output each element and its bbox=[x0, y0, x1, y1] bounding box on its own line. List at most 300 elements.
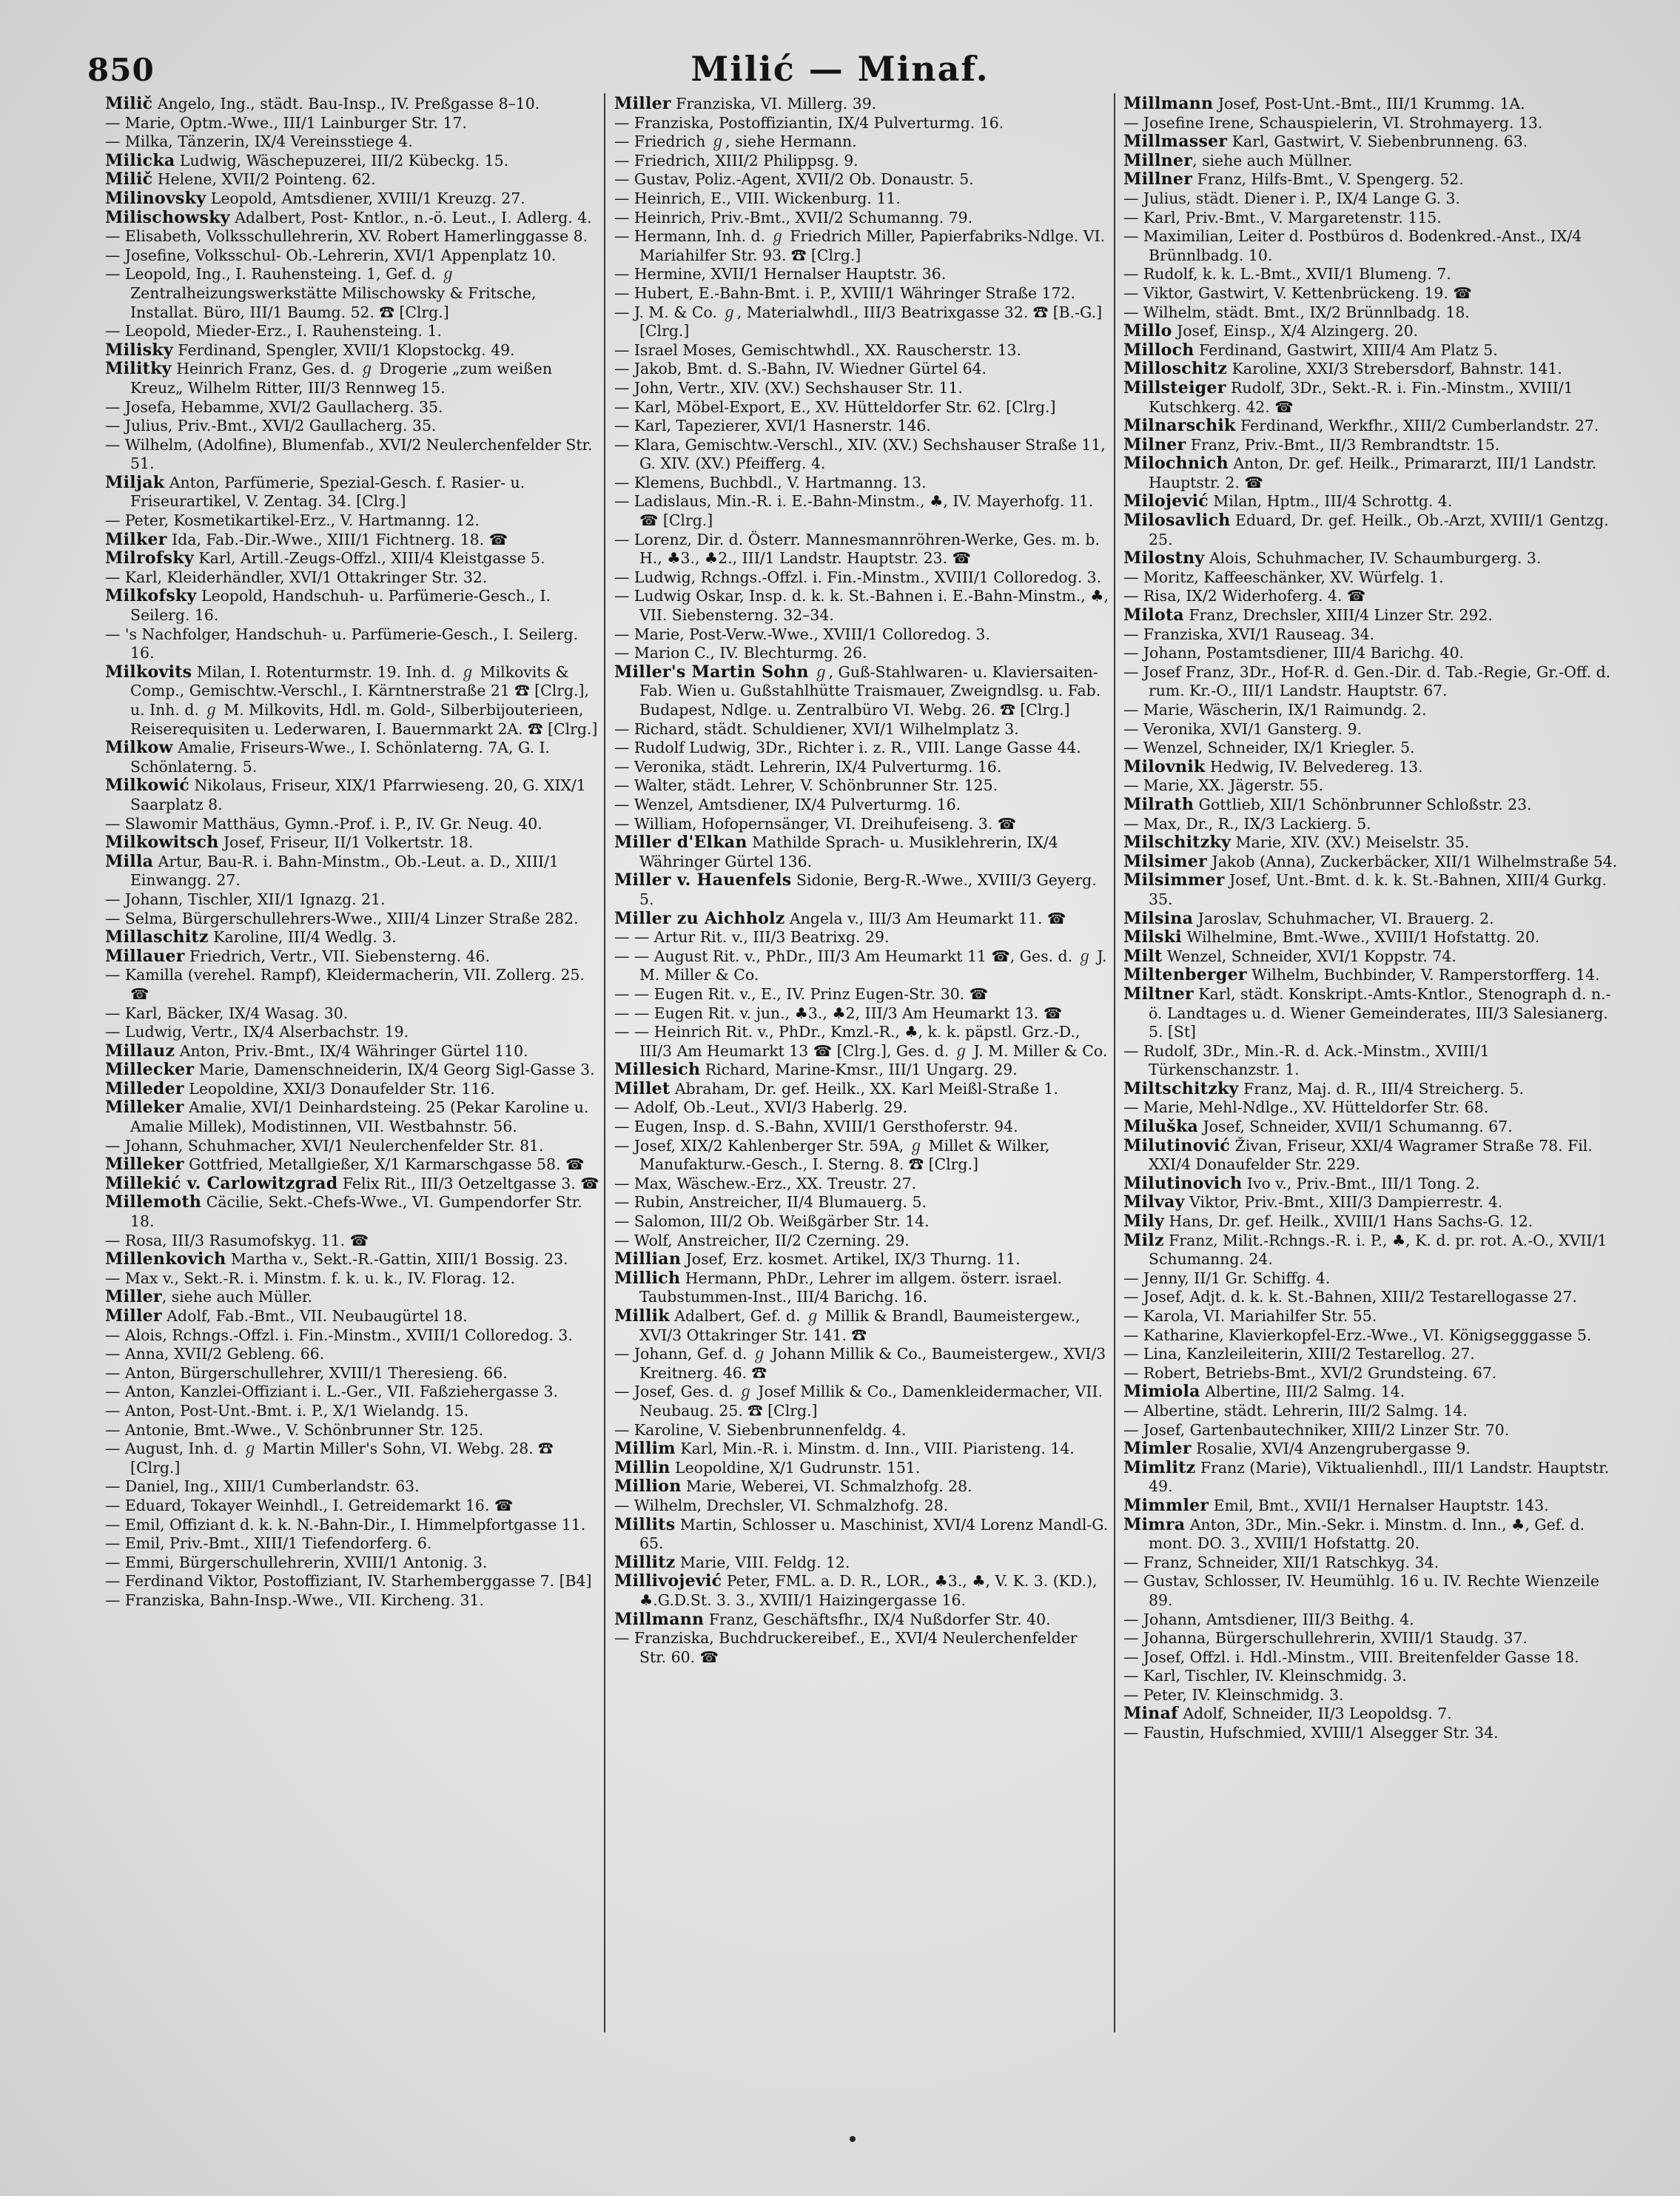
entry-text: — Elisabeth, Volksschullehrerin, XV. Robert Hamerlinggasse 8. bbox=[105, 227, 588, 246]
directory-entry bbox=[105, 170, 599, 189]
entry-surname: Milrath bbox=[1123, 794, 1195, 814]
directory-entry bbox=[105, 1004, 599, 1024]
entry-text: — Veronika, städt. Lehrerin, IX/4 Pulverturmg. 16. bbox=[614, 757, 1002, 776]
entry-surname: Milostny bbox=[1123, 548, 1205, 568]
entry-surname: Millecker bbox=[105, 1060, 195, 1080]
entry-text: Hermann, PhDr., Lehrer im allgem. österr. israel. Taubstummen-Inst., III/4 Barichg. 16. bbox=[639, 1269, 1063, 1306]
entry-text: — Moritz, Kaffeeschänker, XV. Würfelg. 1. bbox=[1123, 568, 1444, 586]
entry-surname: Milutinovich bbox=[1123, 1173, 1243, 1193]
entry-text: — Johann, Tischler, XII/1 Ignazg. 21. bbox=[105, 890, 386, 908]
directory-entry bbox=[614, 152, 1109, 171]
entry-text: Franziska, VI. Millerg. 39. bbox=[671, 95, 877, 113]
entry-surname: Millekić v. Carlowitzgrad bbox=[105, 1173, 338, 1193]
entry-text: Richard, Marine-Kmsr., III/1 Ungarg. 29. bbox=[700, 1061, 1018, 1079]
entry-text: — Josefine Irene, Schauspielerin, VI. Strohmayerg. 13. bbox=[1123, 113, 1543, 132]
directory-entry bbox=[614, 1383, 1109, 1420]
entry-text: Mathilde Sprach- u. Musiklehrerin, IX/4 Währinger Gürtel 136. bbox=[639, 833, 1058, 870]
entry-text: — Karl, Möbel-Export, E., XV. Hütteldorfer Str. 62. [Clrg.] bbox=[614, 397, 1056, 416]
entry-text: — Katharine, Klavierkopfel-Erz.-Wwe., VI. Königsegggasse 5. bbox=[1123, 1326, 1592, 1344]
entry-text: — Josefa, Hebamme, XVI/2 Gaullacherg. 35. bbox=[105, 397, 443, 416]
entry-text: — Robert, Betriebs-Bmt., XVI/2 Grundsteing. 67. bbox=[1123, 1363, 1497, 1382]
directory-entry bbox=[614, 1516, 1109, 1554]
directory-entry bbox=[1123, 776, 1618, 796]
entry-text: Josef, Einsp., X/4 Alzingerg. 20. bbox=[1172, 322, 1419, 340]
entry-text: — Josef, Adjt. d. k. k. St.-Bahnen, XIII/2 Testarellogasse 27. bbox=[1123, 1288, 1577, 1306]
entry-text: Sidonie, Berg-R.-Wwe., XVIII/3 Geyerg. 5. bbox=[639, 871, 1097, 908]
directory-entry bbox=[1123, 341, 1618, 360]
directory-entry bbox=[1123, 1212, 1618, 1232]
directory-entry bbox=[614, 947, 1109, 985]
directory-entry bbox=[614, 1611, 1109, 1630]
directory-column-2 bbox=[614, 95, 1109, 2167]
directory-entry bbox=[614, 417, 1109, 436]
entry-text: — Wolf, Anstreicher, II/2 Czerning. 29. bbox=[614, 1231, 910, 1249]
directory-entry bbox=[105, 152, 599, 171]
entry-text: Abraham, Dr. gef. Heilk., XX. Karl Meißl-Straße 1. bbox=[670, 1079, 1058, 1098]
entry-text: Ferdinand, Werkfhr., XIII/2 Cumberlandstr. 27. bbox=[1235, 417, 1599, 435]
entry-text: — Peter, IV. Kleinschmidg. 3. bbox=[1123, 1685, 1344, 1704]
directory-entry bbox=[1123, 1667, 1618, 1686]
directory-entry bbox=[614, 1572, 1109, 1610]
entry-text: — Ferdinand Viktor, Postoffiziant, IV. Starhemberggasse 7. [B4] bbox=[105, 1572, 592, 1591]
directory-entry bbox=[614, 644, 1109, 663]
entry-text: Anton, Dr. gef. Heilk., Primararzt, III/1 Landstr. Hauptstr. 2. ☎ bbox=[1149, 454, 1597, 491]
entry-text: Jakob (Anna), Zuckerbäcker, XII/1 Wilhelmstraße 54. bbox=[1207, 852, 1618, 870]
directory-entry bbox=[105, 398, 599, 417]
entry-text: — Klemens, Buchbdl., V. Hartmanng. 13. bbox=[614, 473, 927, 491]
directory-entry bbox=[614, 1345, 1109, 1383]
entry-text: Leopold, Handschuh- u. Parfümerie-Gesch., I. Seilerg. 16. bbox=[130, 587, 551, 625]
entry-text: — Josefine, Volksschul- Ob.-Lehrerin, XVI/1 Appenplatz 10. bbox=[105, 246, 557, 264]
directory-entry bbox=[1123, 1098, 1618, 1118]
entry-surname: Millsteiger bbox=[1123, 377, 1226, 397]
directory-entry bbox=[1123, 739, 1618, 758]
directory-entry bbox=[614, 436, 1109, 474]
entry-text: — Karl, Bäcker, IX/4 Wasag. 30. bbox=[105, 1004, 349, 1022]
entry-surname: Milla bbox=[105, 851, 154, 871]
directory-entry bbox=[105, 1175, 599, 1194]
entry-text: Angela v., III/3 Am Heumarkt 11. ☎ bbox=[784, 909, 1066, 927]
entry-text: Hans, Dr. gef. Heilk., XVIII/1 Hans Sachs-G. 12. bbox=[1164, 1212, 1533, 1231]
entry-surname: Miljak bbox=[105, 472, 165, 492]
directory-entry bbox=[105, 1232, 599, 1251]
entry-text: Josef, Post-Unt.-Bmt., III/1 Krummg. 1A. bbox=[1213, 95, 1525, 113]
entry-surname: Miluška bbox=[1123, 1117, 1199, 1137]
directory-entry bbox=[614, 1250, 1109, 1269]
directory-entry bbox=[614, 1137, 1109, 1175]
entry-text: Amalie, Friseurs-Wwe., I. Schönlaterng. 7A, G. I. Schönlaterng. 5. bbox=[130, 739, 551, 776]
directory-entry bbox=[105, 1497, 599, 1516]
entry-surname: Millaschitz bbox=[105, 927, 209, 947]
entry-surname: Milutinović bbox=[1123, 1135, 1231, 1155]
directory-entry bbox=[1123, 1364, 1618, 1383]
entry-text: Karl, städt. Konskript.-Amts-Kntlor., Stenograph d. n.-ö. Landtages u. d. Wiener Gemeinderates, III/3 Salesianerg. 5. [St] bbox=[1149, 984, 1611, 1041]
directory-entry bbox=[105, 189, 599, 209]
directory-entry bbox=[105, 417, 599, 436]
entry-text: Adalbert, Gef. d. ℊ Millik & Brandl, Baumeistergew., XVI/3 Ottakringer Str. 141. ☎ bbox=[639, 1307, 1081, 1344]
entry-text: Ivo v., Priv.-Bmt., III/1 Tong. 2. bbox=[1242, 1174, 1480, 1192]
entry-text: Gottlieb, XII/1 Schönbrunner Schloßstr. 23. bbox=[1194, 795, 1532, 813]
directory-entry bbox=[1123, 1175, 1618, 1194]
entry-text: — Karl, Kleiderhändler, XVI/1 Ottakringer Str. 32. bbox=[105, 568, 488, 586]
entry-text: — Ladislaus, Min.-R. i. E.-Bahn-Minstm., ♣, IV. Mayerhofg. 11. ☎ [Clrg.] bbox=[614, 492, 1094, 530]
entry-text: Adolf, Schneider, II/3 Leopoldsg. 7. bbox=[1177, 1705, 1452, 1723]
directory-entry bbox=[614, 815, 1109, 834]
entry-surname: Millmasser bbox=[1123, 132, 1228, 152]
entry-text: Marie, VIII. Feldg. 12. bbox=[675, 1553, 850, 1571]
column-divider bbox=[1114, 93, 1115, 2032]
entry-text: — Wilhelm, (Adolfine), Blumenfab., XVI/2 Neulerchenfelder Str. 51. bbox=[105, 435, 593, 473]
entry-text: Emil, Bmt., XVII/1 Hernalser Hauptstr. 143. bbox=[1209, 1496, 1549, 1514]
entry-text: Milan, I. Rotenturmstr. 19. Inh. d. ℊ Milkovits & Comp., Gemischtw.-Verschl., I. Kärntnerstraße 21 ☎ [Clrg.], u. Inh. d. ℊ M. Milkovits, Hdl. m. Gold-, Silberbijouterieen, Reiserequisiten u. Lederwaren, I. Bauernmarkt 2A. ☎ [Clrg.] bbox=[130, 662, 598, 738]
entry-surname: Miller v. Hauenfels bbox=[614, 870, 792, 890]
entry-surname: Miller d'Elkan bbox=[614, 833, 747, 853]
directory-entry bbox=[105, 246, 599, 266]
entry-text: — Josef Franz, 3Dr., Hof-R. d. Gen.-Dir. d. Tab.-Regie, Gr.-Off. d. rum. Kr.-O., III/1 Landstr. Hauptstr. 67. bbox=[1123, 662, 1611, 700]
entry-text: Karl, Gastwirt, V. Siebenbrunneng. 63. bbox=[1227, 132, 1528, 151]
directory-entry bbox=[1123, 1137, 1618, 1175]
entry-text: — Johann, Amtsdiener, III/3 Beithg. 4. bbox=[1123, 1610, 1414, 1628]
page-number: 850 bbox=[87, 52, 155, 88]
entry-surname: Mimra bbox=[1123, 1514, 1186, 1534]
entry-text: Franz, Geschäftsfhr., IX/4 Nußdorfer Str. 40. bbox=[704, 1610, 1051, 1628]
entry-text: Peter, FML. a. D. R., LOR., ♣3., ♣, V. K. 3. (KD.), ♣.G.D.St. 3. 3., XVIII/1 Haizingergasse 16. bbox=[639, 1572, 1098, 1609]
entry-text: — Rudolf Ludwig, 3Dr., Richter i. z. R., VIII. Lange Gasse 44. bbox=[614, 739, 1081, 757]
entry-text: Karoline, XXI/3 Strebersdorf, Bahnstr. 141. bbox=[1227, 360, 1562, 378]
directory-entry bbox=[614, 1307, 1109, 1345]
entry-surname: Miller bbox=[105, 1306, 162, 1326]
entry-text: Josef, Schneider, XVII/1 Schumanng. 67. bbox=[1198, 1118, 1513, 1136]
entry-text: Cäcilie, Sekt.-Chefs-Wwe., VI. Gumpendorfer Str. 18. bbox=[130, 1193, 582, 1231]
entry-text: Wenzel, Schneider, XVI/1 Koppstr. 74. bbox=[1162, 947, 1456, 965]
entry-text: Friedrich, Vertr., VII. Siebensterng. 46. bbox=[184, 947, 490, 965]
entry-text: Leopoldine, XXI/3 Donaufelder Str. 116. bbox=[184, 1079, 495, 1098]
entry-text: — Johanna, Bürgerschullehrerin, XVIII/1 Staudg. 37. bbox=[1123, 1629, 1528, 1648]
entry-text: — Richard, städt. Schuldiener, XVI/1 Wilhelmplatz 3. bbox=[614, 719, 1019, 738]
entry-text: — Salomon, III/2 Ob. Weißgärber Str. 14. bbox=[614, 1212, 930, 1231]
directory-entry bbox=[1123, 322, 1618, 341]
entry-surname: Millitz bbox=[614, 1552, 676, 1572]
entry-text: — Rosa, III/3 Rasumofskyg. 11. ☎ bbox=[105, 1231, 369, 1249]
entry-text: — Daniel, Ing., XIII/1 Cumberlandstr. 63. bbox=[105, 1477, 420, 1496]
directory-entry bbox=[105, 474, 599, 511]
directory-entry bbox=[105, 815, 599, 834]
entry-text: Adolf, Fab.-Bmt., VII. Neubaugürtel 18. bbox=[161, 1307, 468, 1325]
entry-text: — Wenzel, Amtsdiener, IX/4 Pulverturmg. 16. bbox=[614, 795, 961, 813]
entry-surname: Mimler bbox=[1123, 1439, 1192, 1459]
directory-entry bbox=[614, 474, 1109, 493]
directory-entry bbox=[614, 928, 1109, 947]
entry-text: — Rubin, Anstreicher, II/4 Blumauerg. 5. bbox=[614, 1193, 927, 1212]
entry-surname: Milleker bbox=[105, 1155, 184, 1175]
entry-text: — Viktor, Gastwirt, V. Kettenbrückeng. 19. ☎ bbox=[1123, 283, 1472, 302]
entry-surname: Milrofsky bbox=[105, 548, 194, 568]
entry-text: Marie, Damenschneiderin, IX/4 Georg Sigl-Gasse 3. bbox=[194, 1061, 595, 1079]
directory-entry bbox=[614, 1098, 1109, 1118]
entry-text: Leopoldine, X/1 Gudrunstr. 151. bbox=[670, 1458, 921, 1477]
entry-text: — Leopold, Mieder-Erz., I. Rauhensteing. 1. bbox=[105, 322, 442, 340]
entry-text: — Josef, Ges. d. ℊ Josef Millik & Co., Damenkleidermacher, VII. Neubaug. 25. ☎ [Clrg.] bbox=[614, 1383, 1103, 1420]
entry-text: Viktor, Priv.-Bmt., XIII/3 Dampierrestr. 4. bbox=[1184, 1193, 1503, 1212]
entry-text: — Marion C., IV. Blechturmg. 26. bbox=[614, 644, 867, 662]
entry-text: Wilhelmine, Bmt.-Wwe., XVIII/1 Hofstattg. 20. bbox=[1181, 928, 1540, 947]
entry-text: Helene, XVII/2 Pointeng. 62. bbox=[152, 170, 376, 189]
directory-entry bbox=[105, 1591, 599, 1611]
directory-entry bbox=[1123, 132, 1618, 152]
entry-text: — Johann, Schuhmacher, XVI/1 Neulerchenfelder Str. 81. bbox=[105, 1136, 544, 1155]
entry-surname: Milkow bbox=[105, 738, 173, 758]
directory-entry bbox=[105, 1193, 599, 1231]
entry-text: — — Eugen Rit. v. jun., ♣3., ♣2, III/3 Am Heumarkt 13. ☎ bbox=[614, 1004, 1063, 1022]
directory-entry bbox=[614, 341, 1109, 360]
directory-entry bbox=[1123, 95, 1618, 114]
entry-text: — Selma, Bürgerschullehrers-Wwe., XIII/4 Linzer Straße 282. bbox=[105, 909, 579, 927]
entry-surname: Millik bbox=[614, 1306, 670, 1326]
directory-entry bbox=[614, 1554, 1109, 1573]
entry-text: — Franziska, Buchdruckereibef., E., XVI/4 Neulerchenfelder Str. 60. ☎ bbox=[614, 1629, 1078, 1666]
directory-entry bbox=[614, 587, 1109, 625]
directory-entry bbox=[1123, 1554, 1618, 1573]
entry-surname: Milič bbox=[105, 95, 153, 113]
entry-text: — Franziska, Postoffiziantin, IX/4 Pulverturmg. 16. bbox=[614, 113, 1004, 132]
directory-entry bbox=[1123, 189, 1618, 209]
column-divider bbox=[604, 93, 605, 2032]
entry-text: — Veronika, XVI/1 Gansterg. 9. bbox=[1123, 719, 1363, 738]
entry-surname: Millian bbox=[614, 1249, 682, 1269]
entry-text: Rosalie, XVI/4 Anzengrubergasse 9. bbox=[1191, 1440, 1471, 1458]
directory-entry bbox=[105, 1326, 599, 1346]
directory-entry bbox=[1123, 417, 1618, 436]
entry-text: , siehe auch Müllner. bbox=[1192, 151, 1353, 169]
directory-entry bbox=[105, 1572, 599, 1591]
directory-entry bbox=[1123, 1686, 1618, 1705]
directory-entry bbox=[1123, 1724, 1618, 1743]
entry-text: — Julius, Priv.-Bmt., XVI/2 Gaullacherg. 35. bbox=[105, 417, 437, 435]
entry-surname: Milloschitz bbox=[1123, 359, 1228, 379]
directory-entry bbox=[1123, 1042, 1618, 1080]
directory-entry bbox=[614, 1477, 1109, 1497]
directory-entry bbox=[614, 1269, 1109, 1307]
entry-surname: Millim bbox=[614, 1439, 676, 1459]
entry-surname: Millet bbox=[614, 1078, 671, 1098]
entry-text: — J. M. & Co. ℊ, Materialwhdl., III/3 Beatrixgasse 32. ☎ [B.-G.] [Clrg.] bbox=[614, 303, 1103, 340]
entry-text: Heinrich Franz, Ges. d. ℊ Drogerie „zum weißen Kreuz„ Wilhelm Ritter, III/3 Rennweg 15. bbox=[130, 360, 552, 397]
directory-entry bbox=[614, 833, 1109, 871]
entry-text: Ida, Fab.-Dir.-Wwe., XIII/1 Fichtnerg. 18. ☎ bbox=[167, 530, 508, 548]
entry-surname: Million bbox=[614, 1477, 682, 1497]
entry-surname: Mimiola bbox=[1123, 1382, 1200, 1402]
directory-entry bbox=[1123, 549, 1618, 568]
directory-entry bbox=[614, 531, 1109, 568]
entry-text: — Friedrich, XIII/2 Philippsg. 9. bbox=[614, 151, 859, 169]
entry-surname: Miltschitzky bbox=[1123, 1078, 1239, 1098]
directory-entry bbox=[1123, 701, 1618, 720]
directory-entry bbox=[1123, 1459, 1618, 1497]
entry-text: — Josef, Offzl. i. Hdl.-Minstm., VIII. Breitenfelder Gasse 18. bbox=[1123, 1648, 1579, 1666]
directory-entry bbox=[105, 265, 599, 322]
entry-text: — Adolf, Ob.-Leut., XVI/3 Haberlg. 29. bbox=[614, 1098, 908, 1117]
entry-surname: Milinovsky bbox=[105, 188, 206, 208]
entry-text: Josef, Unt.-Bmt. d. k. k. St.-Bahnen, XIII/4 Gurkg. 35. bbox=[1149, 871, 1607, 908]
directory-entry bbox=[614, 1061, 1109, 1080]
entry-surname: Millenkovich bbox=[105, 1249, 226, 1269]
directory-entry bbox=[614, 303, 1109, 341]
entry-text: — — August Rit. v., PhDr., III/3 Am Heumarkt 11 ☎, Ges. d. ℊ J. M. Miller & Co. bbox=[614, 947, 1107, 984]
entry-text: — Marie, XX. Jägerstr. 55. bbox=[1123, 776, 1323, 795]
entry-text: — Lorenz, Dir. d. Österr. Mannesmannröhren-Werke, Ges. m. b. H., ♣3., ♣2., III/1 Landstr. Hauptstr. 23. ☎ bbox=[614, 530, 1100, 568]
entry-surname: Millmann bbox=[614, 1609, 705, 1629]
directory-entry bbox=[1123, 568, 1618, 588]
entry-text: Felix Rit., III/3 Oetzeltgasse 3. ☎ bbox=[337, 1174, 599, 1192]
entry-surname: Millin bbox=[614, 1457, 671, 1477]
entry-surname: Milota bbox=[1123, 605, 1184, 625]
directory-entry bbox=[105, 209, 599, 228]
entry-surname: Milič bbox=[105, 169, 153, 189]
directory-entry bbox=[1123, 720, 1618, 739]
entry-surname: Milker bbox=[105, 529, 167, 549]
directory-entry bbox=[1123, 1629, 1618, 1648]
entry-surname: Millmann bbox=[1123, 95, 1214, 113]
directory-entry bbox=[105, 1137, 599, 1156]
entry-surname: Militky bbox=[105, 359, 172, 379]
directory-entry bbox=[1123, 1497, 1618, 1516]
page-mark bbox=[850, 2136, 856, 2142]
entry-text: — Josef, XIX/2 Kahlenberger Str. 59A, ℊ Millet & Wilker, Manufakturw.-Gesch., I. Sterng. 8. ☎ [Clrg.] bbox=[614, 1136, 1050, 1174]
entry-surname: Milkowić bbox=[105, 776, 190, 796]
entry-text: — Johann, Postamtsdiener, III/4 Barichg. 40. bbox=[1123, 644, 1465, 662]
entry-text: — Leopold, Ing., I. Rauhensteing. 1, Gef. d. ℊ Zentralheizungswerkstätte Milischowsky & Fritsche, Installat. Büro, III/1 Baumg. 52. ☎ [Clrg.] bbox=[105, 265, 537, 321]
directory-entry bbox=[1123, 511, 1618, 549]
directory-entry bbox=[105, 776, 599, 814]
directory-entry bbox=[614, 910, 1109, 929]
entry-text: ℊ, Guß-Stahlwaren- u. Klaviersaiten-Fab. Wien u. Gußstahlhütte Traismauer, Zweigndlsg. u. Fab. Budapest, Ndlge. u. Zentralbüro VI. Webg. 26. ☎ [Clrg.] bbox=[639, 662, 1101, 719]
directory-entry bbox=[614, 398, 1109, 417]
directory-entry bbox=[614, 1232, 1109, 1251]
directory-entry bbox=[1123, 209, 1618, 228]
directory-entry bbox=[105, 890, 599, 910]
directory-entry bbox=[1123, 833, 1618, 853]
directory-entry bbox=[1123, 1193, 1618, 1212]
directory-entry bbox=[105, 1250, 599, 1269]
directory-entry bbox=[1123, 928, 1618, 947]
entry-text: — Ludwig, Vertr., IX/4 Alserbachstr. 19. bbox=[105, 1023, 409, 1041]
entry-text: Angelo, Ing., städt. Bau-Insp., IV. Preßgasse 8–10. bbox=[152, 95, 540, 113]
entry-text: Leopold, Amtsdiener, XVIII/1 Kreuzg. 27. bbox=[206, 189, 525, 207]
entry-text: Anton, Priv.-Bmt., IX/4 Währinger Gürtel 110. bbox=[175, 1041, 528, 1060]
directory-entry bbox=[105, 511, 599, 531]
entry-text: — Emmi, Bürgerschullehrerin, XVIII/1 Antonig. 3. bbox=[105, 1553, 488, 1571]
directory-entry bbox=[1123, 947, 1618, 967]
directory-entry bbox=[614, 265, 1109, 284]
entry-text: — Karl, Tischler, IV. Kleinschmidg. 3. bbox=[1123, 1667, 1407, 1685]
directory-entry bbox=[105, 663, 599, 739]
entry-text: — Marie, Mehl-Ndlge., XV. Hütteldorfer Str. 68. bbox=[1123, 1098, 1489, 1117]
entry-text: — Rudolf, k. k. L.-Bmt., XVII/1 Blumeng. 7. bbox=[1123, 265, 1451, 283]
directory-entry bbox=[105, 1098, 599, 1136]
directory-entry bbox=[1123, 587, 1618, 606]
directory-entry bbox=[614, 492, 1109, 530]
directory-entry bbox=[614, 796, 1109, 815]
directory-entry bbox=[614, 132, 1109, 152]
directory-entry bbox=[614, 720, 1109, 739]
entry-text: — — Eugen Rit. v., E., IV. Prinz Eugen-Str. 30. ☎ bbox=[614, 984, 989, 1003]
entry-surname: Millauer bbox=[105, 946, 185, 966]
directory-entry bbox=[105, 341, 599, 360]
directory-entry bbox=[614, 985, 1109, 1004]
entry-text: — August, Inh. d. ℊ Martin Miller's Sohn, VI. Webg. 28. ☎ [Clrg.] bbox=[105, 1440, 554, 1477]
entry-surname: Milochnich bbox=[1123, 454, 1229, 474]
entry-text: — Anna, XVII/2 Gebleng. 66. bbox=[105, 1345, 325, 1363]
directory-entry bbox=[105, 1269, 599, 1289]
directory-entry bbox=[1123, 910, 1618, 929]
entry-text: — Marie, Wäscherin, IX/1 Raimundg. 2. bbox=[1123, 701, 1427, 719]
entry-text: — Max, Dr., R., IX/3 Lackierg. 5. bbox=[1123, 814, 1371, 833]
entry-text: Franz, Priv.-Bmt., II/3 Rembrandtstr. 15. bbox=[1186, 435, 1500, 454]
entry-text: — Ludwig, Rchngs.-Offzl. i. Fin.-Minstm., XVIII/1 Colloredog. 3. bbox=[614, 568, 1102, 586]
entry-surname: Milloch bbox=[1123, 340, 1195, 360]
entry-surname: Milsimmer bbox=[1123, 870, 1225, 890]
entry-text: Ferdinand, Spengler, XVII/1 Klopstockg. 49. bbox=[172, 340, 515, 359]
entry-surname: Millits bbox=[614, 1514, 676, 1534]
directory-entry bbox=[105, 1516, 599, 1535]
entry-text: — Wilhelm, städt. Bmt., IX/2 Brünnlbadg. 18. bbox=[1123, 303, 1470, 321]
directory-entry bbox=[614, 1421, 1109, 1440]
directory-entry bbox=[614, 663, 1109, 720]
entry-text: Hedwig, IV. Belvedereg. 13. bbox=[1205, 757, 1423, 776]
entry-text: Živan, Friseur, XXI/4 Wagramer Straße 78. Fil. XXI/4 Donaufelder Str. 229. bbox=[1149, 1136, 1593, 1174]
directory-entry bbox=[614, 1629, 1109, 1667]
entry-text: Josef, Erz. kosmet. Artikel, IX/3 Thurng. 11. bbox=[681, 1250, 1021, 1269]
directory-entry bbox=[1123, 1611, 1618, 1630]
directory-entry bbox=[1123, 985, 1618, 1042]
entry-text: Franz (Marie), Viktualienhdl., III/1 Landstr. Hauptstr. 49. bbox=[1149, 1458, 1610, 1496]
entry-text: — Heinrich, Priv.-Bmt., XVII/2 Schumanng. 79. bbox=[614, 208, 973, 226]
entry-text: — Faustin, Hufschmied, XVIII/1 Alsegger Str. 34. bbox=[1123, 1724, 1499, 1742]
entry-text: — Jakob, Bmt. d. S.-Bahn, IV. Wiedner Gürtel 64. bbox=[614, 360, 987, 378]
directory-entry bbox=[1123, 606, 1618, 625]
entry-surname: Millner bbox=[1123, 169, 1193, 189]
entry-text: — Peter, Kosmetikartikel-Erz., V. Hartmanng. 12. bbox=[105, 511, 480, 530]
directory-entry bbox=[1123, 1326, 1618, 1346]
directory-entry bbox=[1123, 1572, 1618, 1610]
entry-surname: Milvay bbox=[1123, 1192, 1185, 1212]
entry-text: — Anton, Post-Unt.-Bmt. i. P., X/1 Wielandg. 15. bbox=[105, 1401, 469, 1420]
entry-text: — Eugen, Insp. d. S.-Bahn, XVIII/1 Gersthoferstr. 94. bbox=[614, 1118, 1018, 1136]
entry-text: — Wenzel, Schneider, IX/1 Kriegler. 5. bbox=[1123, 739, 1415, 757]
directory-entry bbox=[105, 1345, 599, 1364]
running-head: Milić — Minaf. bbox=[691, 49, 989, 89]
entry-surname: Milisky bbox=[105, 340, 173, 360]
entry-text: , siehe auch Müller. bbox=[161, 1288, 312, 1306]
directory-entry bbox=[1123, 1705, 1618, 1724]
directory-entry bbox=[1123, 644, 1618, 663]
entry-text: — — Artur Rit. v., III/3 Beatrixg. 29. bbox=[614, 928, 890, 947]
entry-text: — Antonie, Bmt.-Wwe., V. Schönbrunner Str. 125. bbox=[105, 1420, 484, 1439]
directory-entry bbox=[105, 1383, 599, 1402]
directory-entry bbox=[614, 1459, 1109, 1478]
directory-entry bbox=[1123, 1421, 1618, 1440]
directory-entry bbox=[105, 1421, 599, 1440]
entry-surname: Milner bbox=[1123, 434, 1186, 454]
entry-surname: Millo bbox=[1123, 321, 1172, 341]
directory-entry bbox=[614, 1118, 1109, 1137]
directory-entry bbox=[105, 549, 599, 568]
directory-entry bbox=[1123, 152, 1618, 171]
entry-text: — Josef, Gartenbautechniker, XIII/2 Linzer Str. 70. bbox=[1123, 1420, 1510, 1439]
entry-surname: Mimmler bbox=[1123, 1495, 1209, 1515]
directory-entry bbox=[614, 1080, 1109, 1099]
directory-entry bbox=[1123, 360, 1618, 379]
